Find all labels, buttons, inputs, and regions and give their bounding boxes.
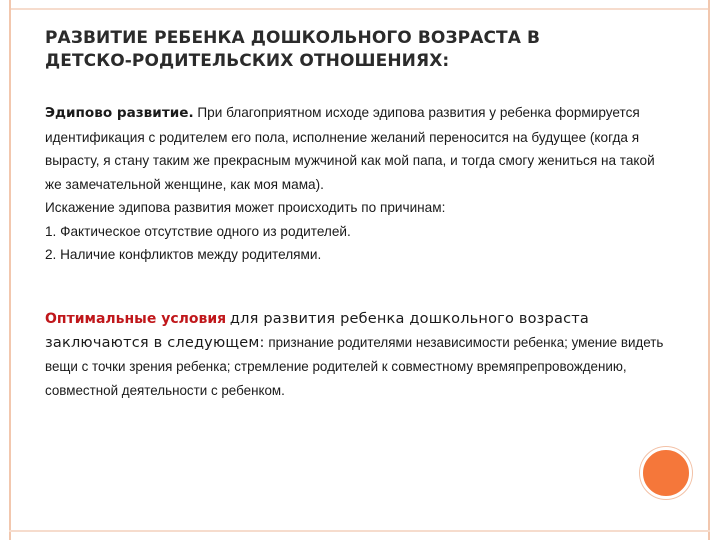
oedipus-label: Эдипово развитие. — [45, 105, 194, 121]
slide-title — [45, 27, 685, 73]
distortion-intro: Искажение эдипова развития может происходить по причинам: — [45, 200, 446, 215]
oedipus-text: При благоприятном исходе эдипова развития у ребенка формируется идентификация с родителем его пола, исполнение желаний переносится на будущее (когда я вырасту, я стану таким же прекрасным мужчиной как мой папа, и тогда смогу жениться на такой же замечательной женщине, как моя мама). — [45, 105, 655, 192]
oedipus-section — [45, 101, 675, 267]
title-line-1: РАЗВИТИЕ РЕБЕНКА ДОШКОЛЬНОГО ВОЗРАСТА В — [45, 28, 541, 48]
optimal-conditions-intro: для развития ребенка дошкольного возраста заключаются в следующем: — [45, 311, 589, 351]
decorative-circle — [640, 447, 692, 499]
optimal-conditions-paragraph — [45, 307, 685, 403]
reason-item-2: 2. Наличие конфликтов между родителями. — [45, 247, 322, 262]
frame-bottom-line — [9, 530, 710, 532]
optimal-conditions-list: признание родителями независимости ребенка; умение видеть вещи с точки зрения ребенка; стремление родителей к совместному времяпрепровождению, совместной деятельности с ребенком. — [45, 335, 664, 398]
oedipus-paragraph — [45, 101, 675, 196]
title-line-2: ДЕТСКО-РОДИТЕЛЬСКИХ ОТНОШЕНИЯХ: — [45, 51, 450, 71]
optimal-conditions-label: Оптимальные условия — [45, 311, 227, 327]
slide-frame — [9, 0, 710, 540]
reason-item-1: 1. Фактическое отсутствие одного из родителей. — [45, 223, 351, 239]
